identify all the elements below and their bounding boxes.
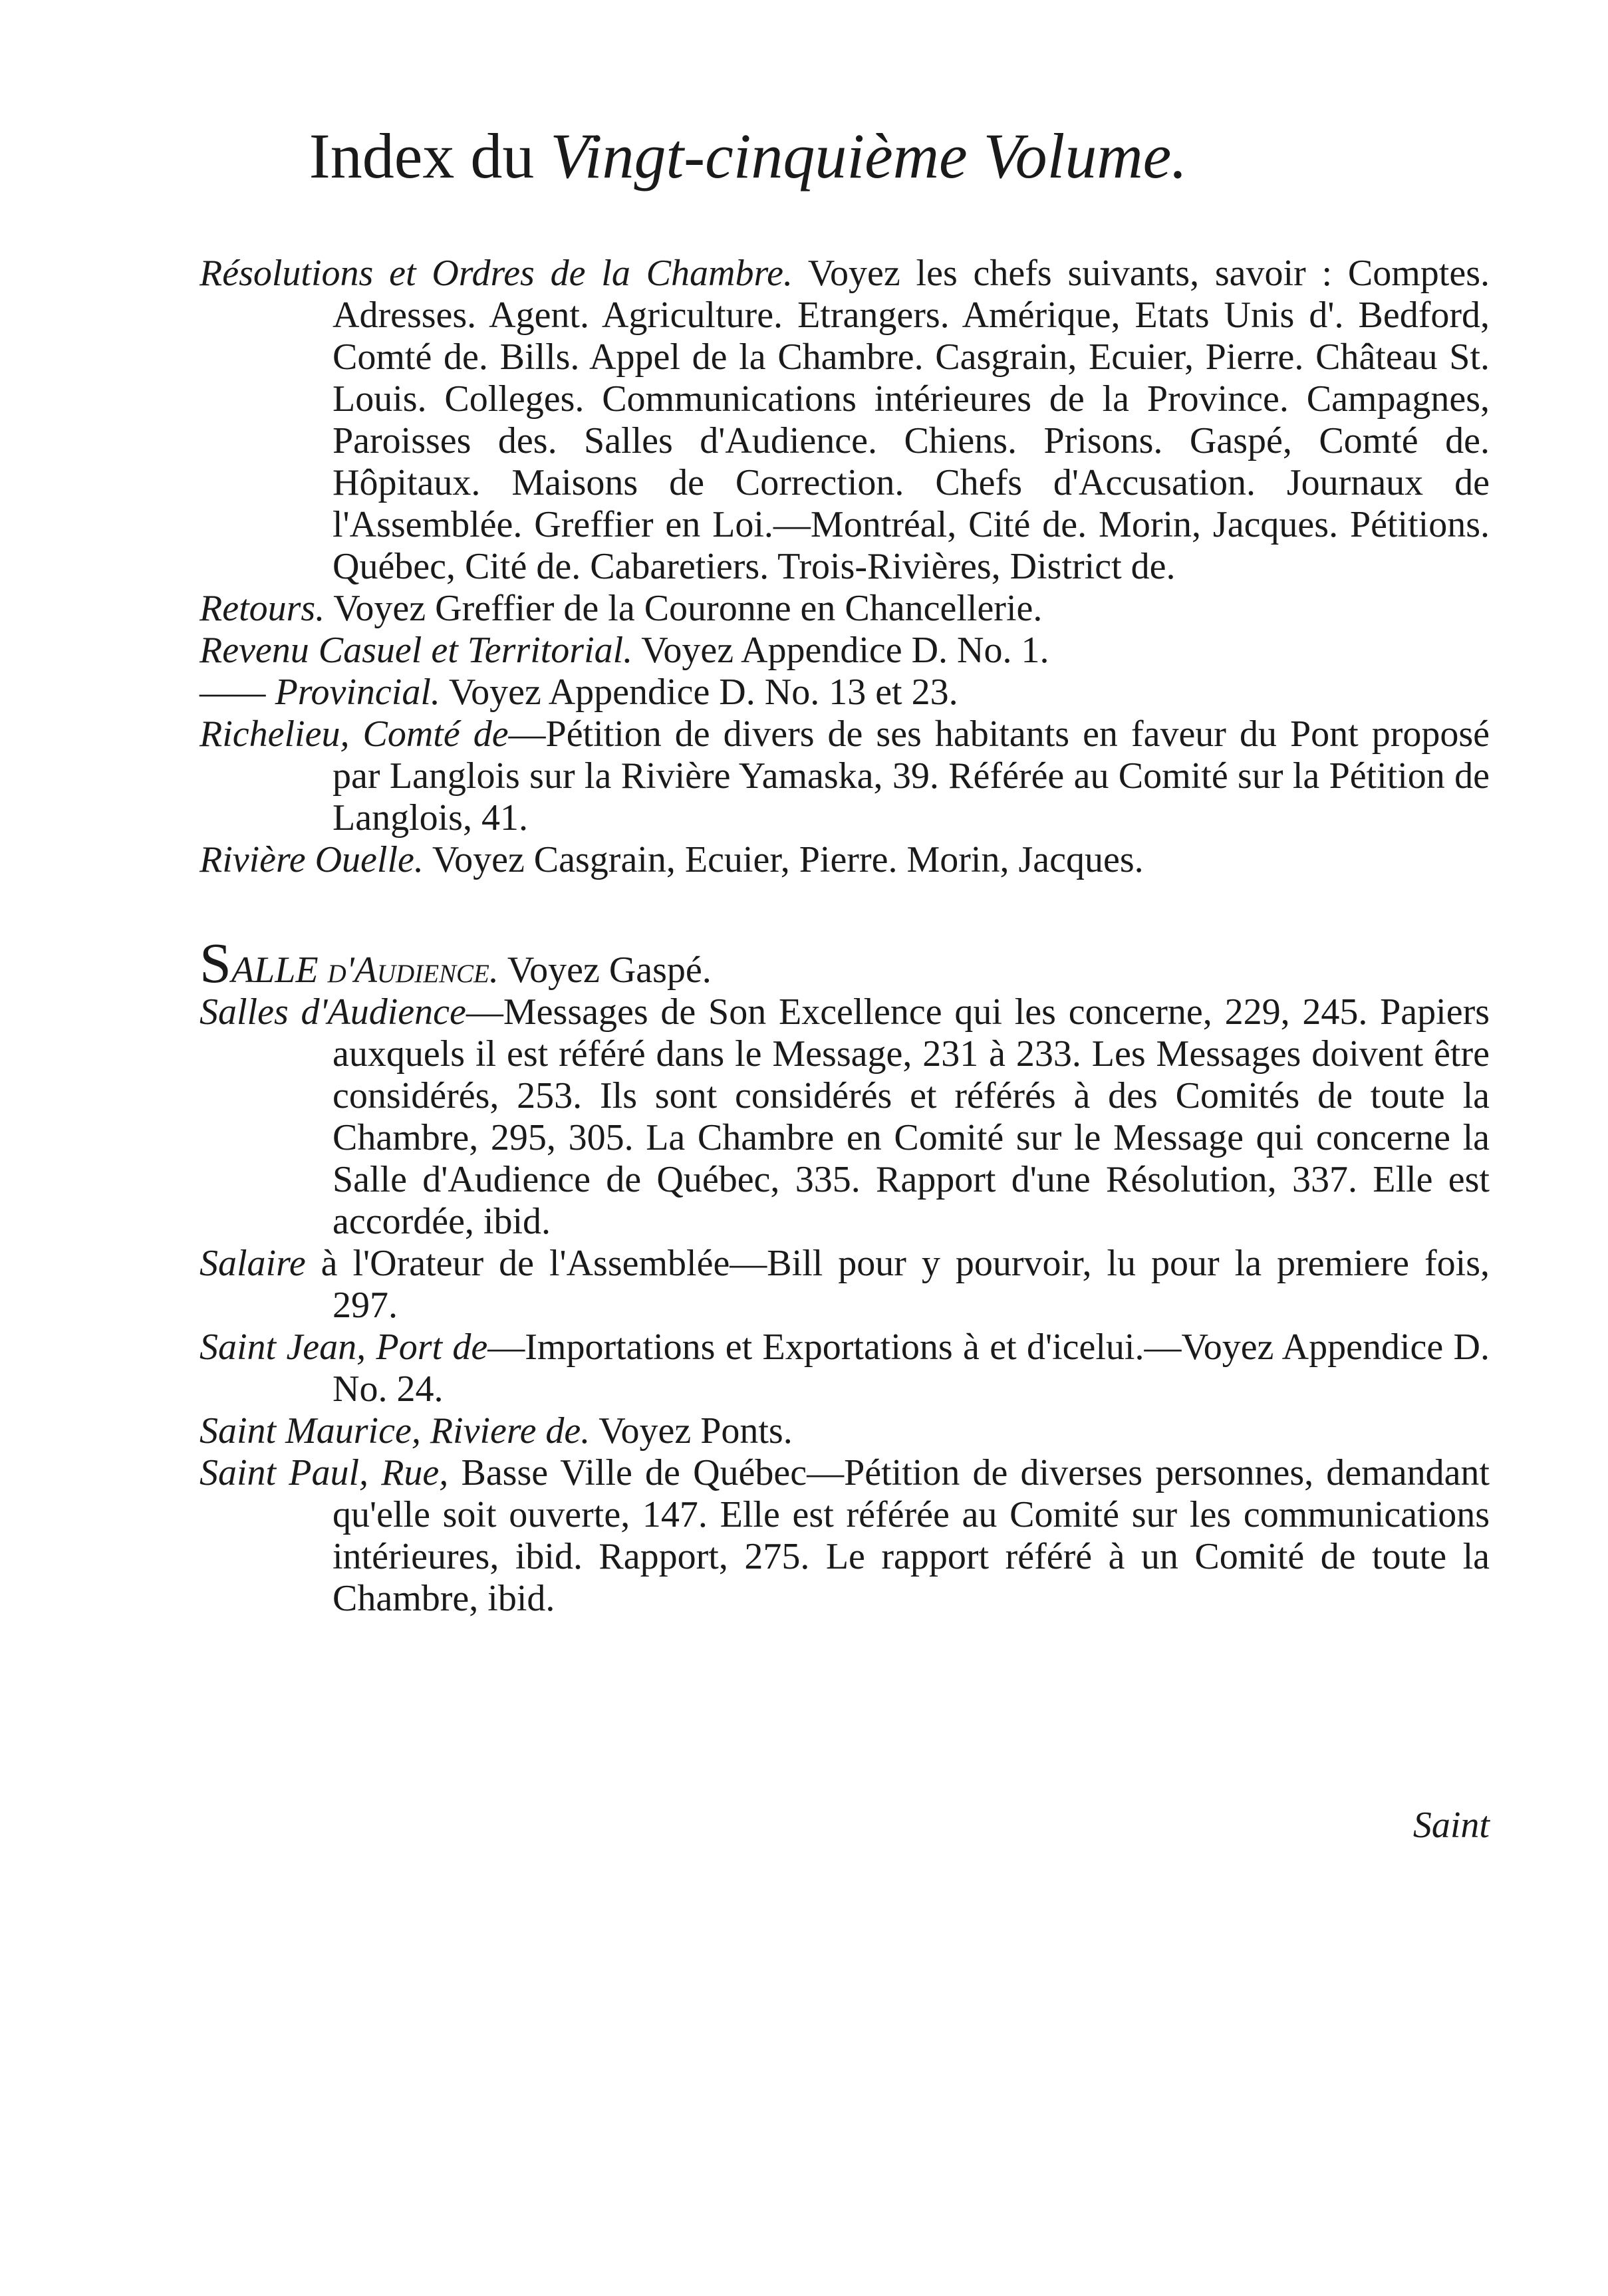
section-initial: S — [200, 931, 231, 995]
entry-text: Voyez Appendice D. No. 1. — [632, 630, 1049, 671]
entry-heading: —— Provincial. — [200, 672, 440, 713]
entry-heading: Salaire — [200, 1243, 306, 1284]
index-entry — [200, 253, 1490, 588]
catchword: Saint — [1412, 1805, 1490, 1846]
index-entry — [200, 991, 1490, 1243]
title-prefix: Index du — [309, 120, 551, 191]
entry-heading: Richelieu, Comté de — [200, 713, 509, 755]
entry-text: Basse Ville de Québec—Pétition de diverses personnes, demandant qu'elle soit ouverte, 147. Elle est référée au Comité sur les communications intérieures, ibid. Rapport, 275. Le rapport référé à un Comité de toute la Chambre, ibid. — [333, 1452, 1490, 1619]
entry-text: Voyez Gaspé. — [498, 950, 712, 991]
index-entry — [200, 630, 1490, 672]
entry-heading: Saint Jean, Port de — [200, 1327, 488, 1368]
index-entry — [200, 1327, 1490, 1410]
entry-heading: Retours. — [200, 588, 325, 629]
index-entry — [200, 931, 1490, 995]
index-entry — [200, 672, 1490, 713]
entry-heading: Rivière Ouelle. — [200, 839, 424, 880]
index-entry — [200, 1410, 1490, 1452]
entry-text: Voyez les chefs suivants, savoir : Comptes. Adresses. Agent. Agriculture. Etrangers. Amérique, Etats Unis d'. Bedford, Comté de. Bills. Appel de la Chambre. Casgrain, Ecuier, Pierre. Château St. Louis. Colleges. Communications intérieures de la Province. Campagnes, Paroisses des. Salles d'Audience. Chiens. Prisons. Gaspé, Comté de. Hôpitaux. Maisons de Correction. Chefs d'Accusation. Journaux de l'Assemblée. Greffier en Loi.—Montréal, Cité de. Morin, Jacques. Pétitions. Québec, Cité de. Cabaretiers. Trois-Rivières, District de. — [333, 253, 1490, 587]
entry-heading: Revenu Casuel et Territorial. — [200, 630, 633, 671]
entry-heading: ALLE d'Audience. — [231, 950, 499, 991]
entry-text: —Pétition de divers de ses habitants en faveur du Pont proposé par Langlois sur la Rivière Yamaska, 39. Référée au Comité sur la Pétition de Langlois, 41. — [333, 713, 1490, 838]
index-entry — [200, 588, 1490, 630]
entry-heading: Résolutions et Ordres de la Chambre. — [200, 253, 793, 294]
index-entry — [200, 839, 1490, 881]
index-entries — [200, 253, 1490, 1620]
index-entry — [200, 713, 1490, 839]
entry-heading: Saint Maurice, Riviere de. — [200, 1410, 591, 1452]
entry-text: Voyez Casgrain, Ecuier, Pierre. Morin, Jacques. — [423, 839, 1144, 880]
title-italic: Vingt-cinquième Volume. — [550, 120, 1188, 191]
index-entry — [200, 1452, 1490, 1620]
entry-text: Voyez Ponts. — [590, 1410, 793, 1452]
entry-text: —Messages de Son Excellence qui les concerne, 229, 245. Papiers auxquels il est référé dans le Message, 231 à 233. Les Messages doivent être considérés, 253. Ils sont considérés et référés à des Comités de toute la Chambre, 295, 305. La Chambre en Comité sur le Message qui concerne la Salle d'Audience de Québec, 335. Rapport d'une Résolution, 337. Elle est accordée, ibid. — [333, 991, 1490, 1242]
entry-text: —Importations et Exportations à et d'icelui.—Voyez Appendice D. No. 24. — [333, 1327, 1490, 1410]
section-gap — [200, 881, 1490, 942]
entry-text: Voyez Greffier de la Couronne en Chancellerie. — [325, 588, 1043, 629]
entry-text: à l'Orateur de l'Assemblée—Bill pour y pourvoir, lu pour la premiere fois, 297. — [305, 1243, 1490, 1326]
entry-heading: Saint Paul, Rue, — [200, 1452, 449, 1493]
index-entry — [200, 1243, 1490, 1327]
page-title — [0, 116, 1496, 196]
entry-heading: Salles d'Audience — [200, 991, 466, 1033]
entry-text: Voyez Appendice D. No. 13 et 23. — [440, 672, 958, 713]
